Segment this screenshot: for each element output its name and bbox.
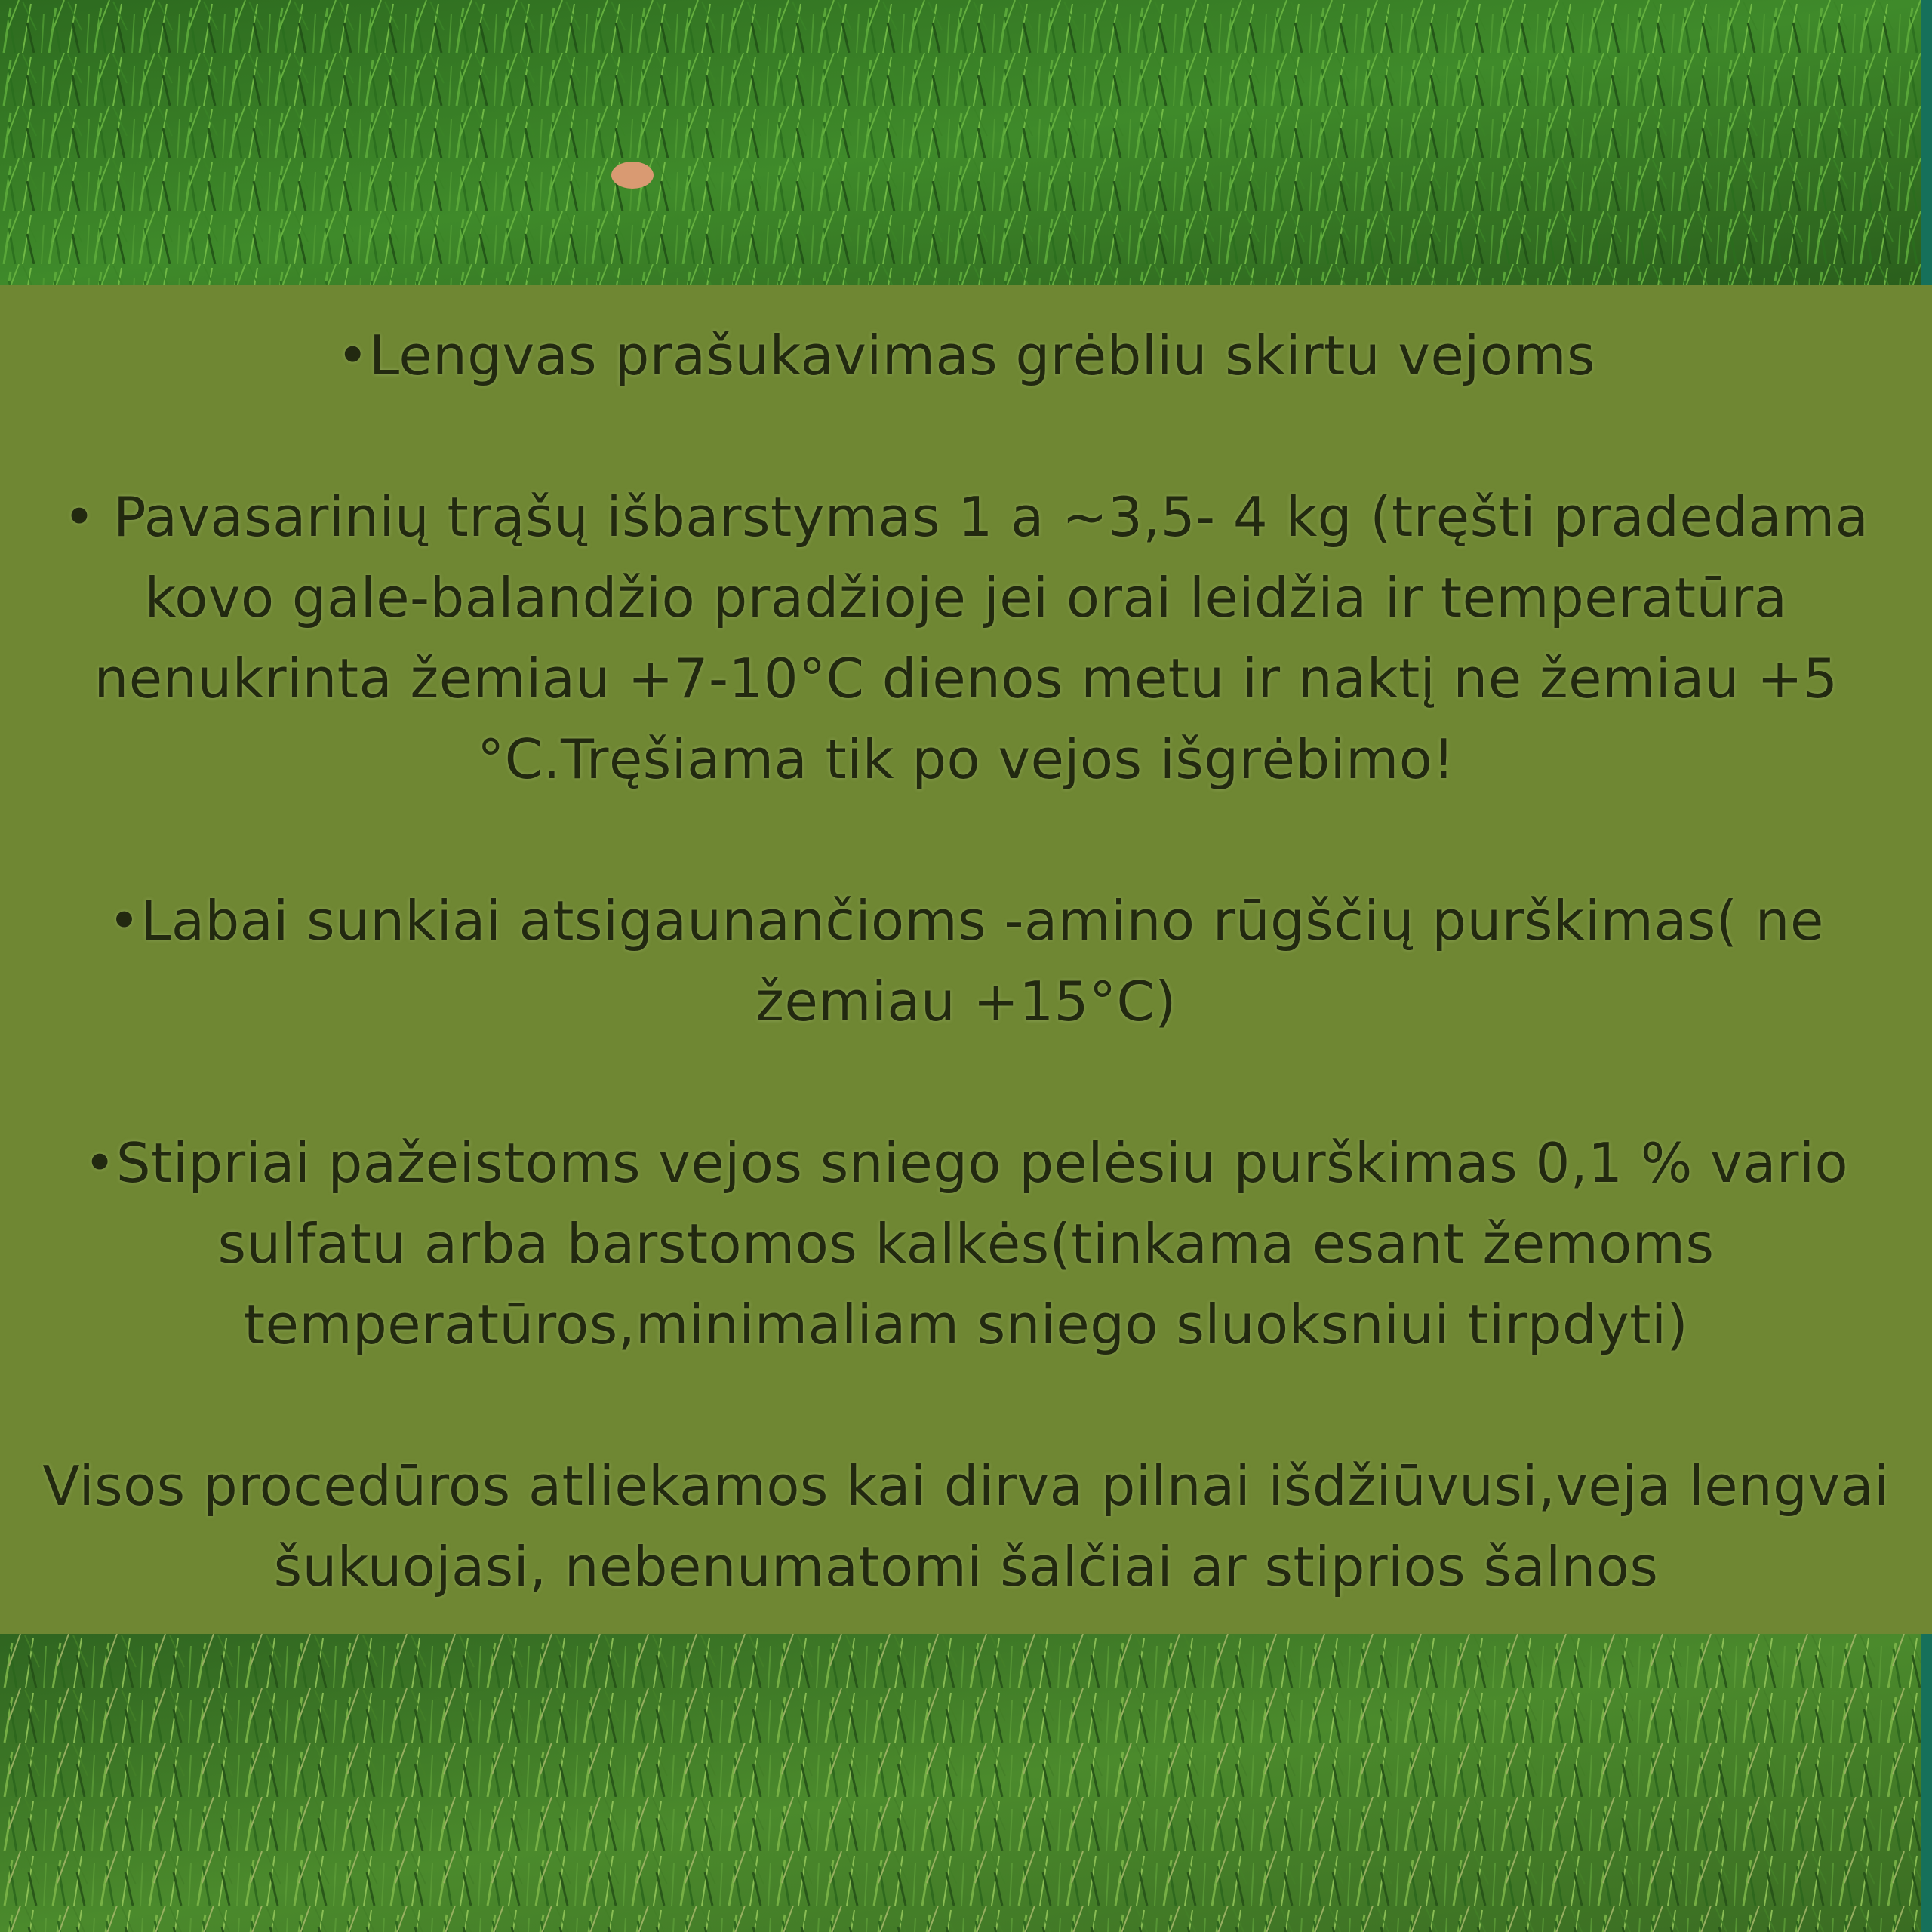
grass-photo-top [0, 0, 1932, 285]
paragraph-conditions: Visos procedūros atliekamos kai dirva pilnai išdžiūvusi,veja lengvai šukuojasi, nebenumatomi šalčiai ar stiprios šalnos [42, 1454, 1890, 1598]
text-panel [0, 285, 1932, 1634]
grass-texture-bottom [0, 1634, 1932, 1932]
leaf-fragment-icon [611, 162, 654, 189]
paragraph-snow-mold: •Stipriai pažeistoms vejos sniego pelėsiu purškimas 0,1 % vario sulfatu arba barstomos kalkės(tinkama esant žemoms temperatūros,minimaliam sniego sluoksniui tirpdyti) [83, 1131, 1849, 1356]
edge-strip-top [1921, 0, 1932, 285]
grass-texture-top [0, 0, 1932, 285]
paragraph-fertilizing: • Pavasarinių trąšų išbarstymas 1 a ~3,5- 4 kg (tręšti pradedama kovo gale-balandžio pradžioje jei orai leidžia ir temperatūra nenukrinta žemiau +7-10°C dienos metu ir naktį ne žemiau +5 °C.Tręšiama tik po vejos išgrėbimo! [63, 485, 1869, 791]
paragraph-amino-acids: •Labai sunkiai atsigaunančioms -amino rūgščių purškimas( ne žemiau +15°C) [108, 889, 1824, 1033]
edge-strip-bottom [1921, 1634, 1932, 1932]
paragraph-raking: •Lengvas prašukavimas grėbliu skirtu vejoms [337, 324, 1595, 387]
grass-photo-bottom [0, 1634, 1932, 1932]
